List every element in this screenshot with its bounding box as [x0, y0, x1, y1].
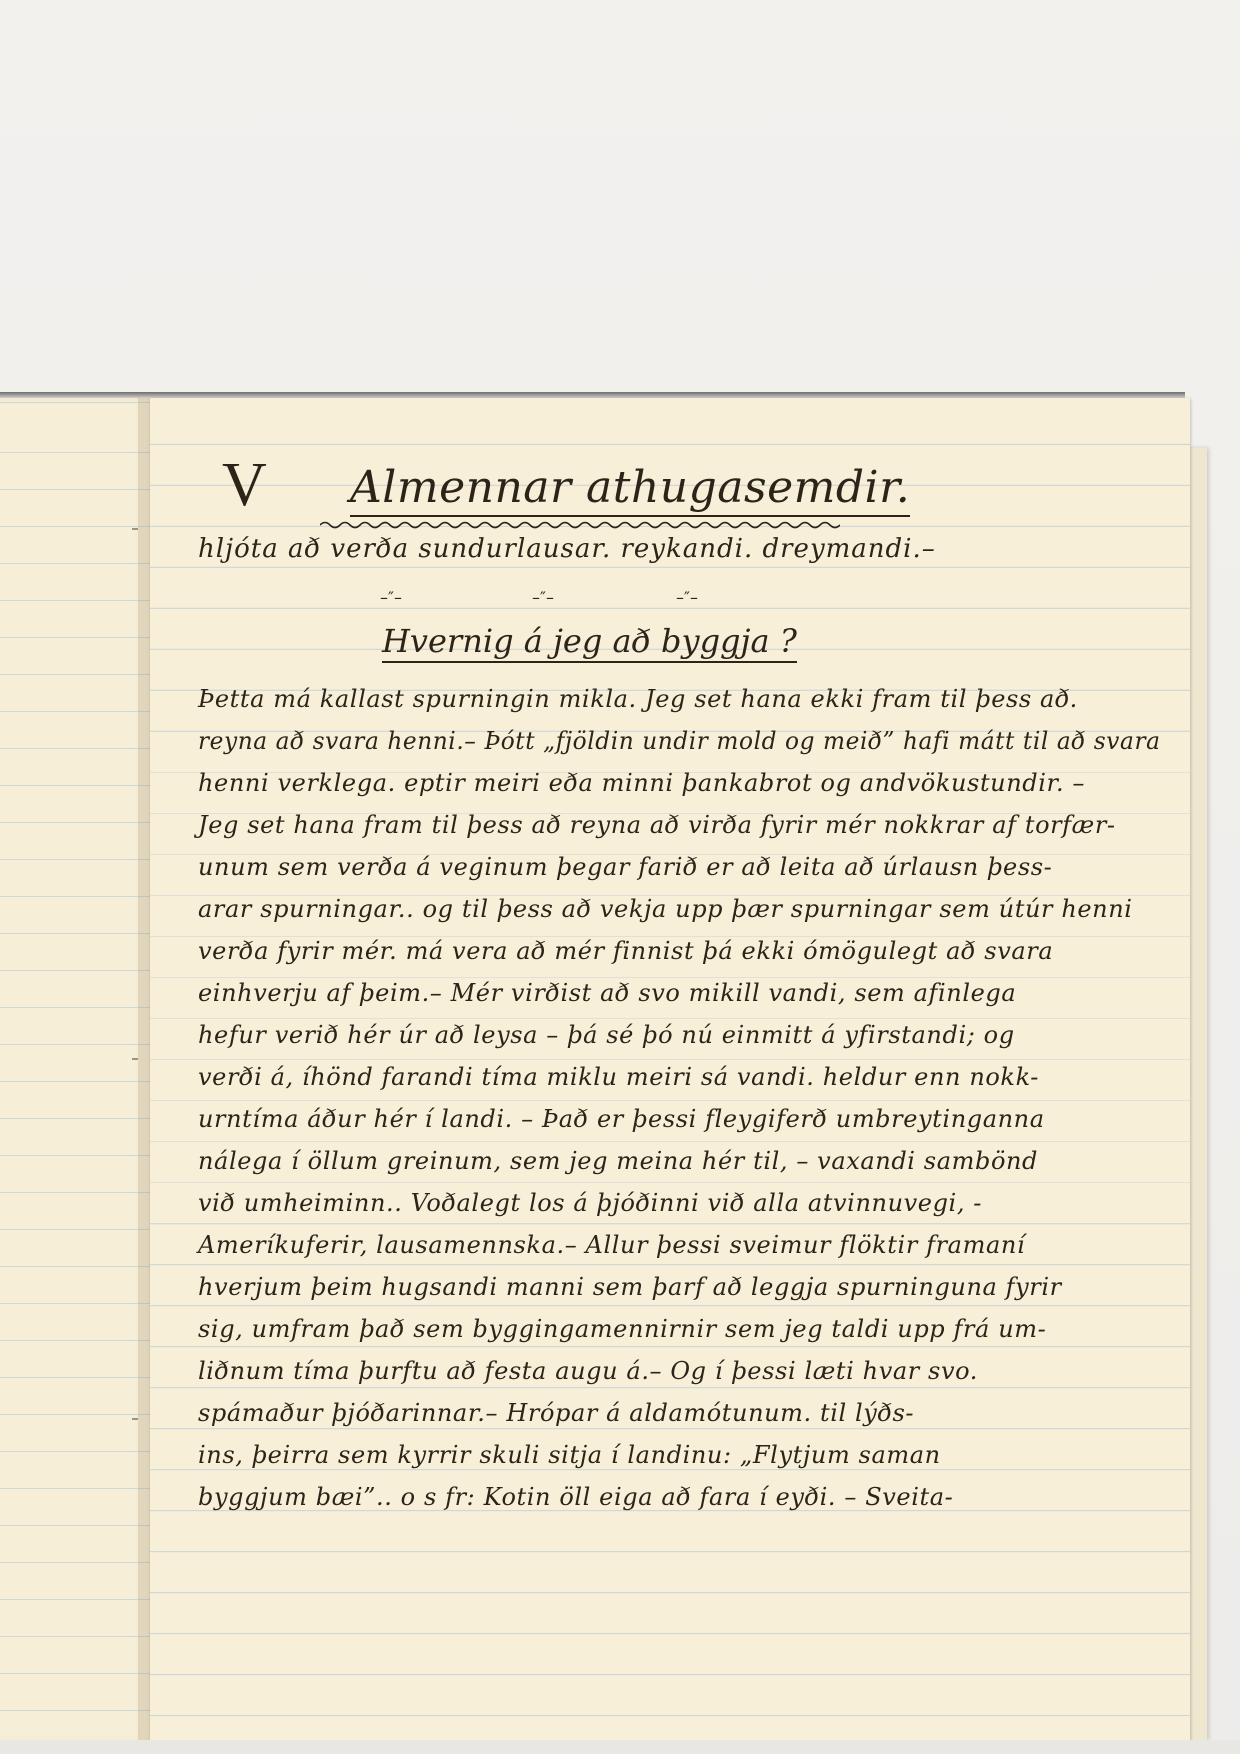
chapter-subtitle: hljóta að verða sundurlausar. reykandi. dreymandi.–	[198, 534, 936, 564]
body-line: Jeg set hana fram til þess að reyna að virða fyrir mér nokkrar af torfær-	[198, 811, 1116, 839]
body-line: urntíma áður hér í landi. – Það er þessi fleygiferð umbreytinganna	[198, 1105, 1045, 1133]
separator-mark: –″–	[380, 588, 402, 607]
body-line: liðnum tíma þurftu að festa augu á.– Og í þessi læti hvar svo.	[198, 1357, 978, 1385]
body-line: hefur verið hér úr að leysa – þá sé þó nú einmitt á yfirstandi; og	[198, 1021, 1015, 1049]
body-line: arar spurningar.. og til þess að vekja upp þær spurningar sem útúr henni	[198, 895, 1133, 923]
body-line: byggjum bæi”.. o s fr: Kotin öll eiga að fara í eyði. – Sveita-	[198, 1483, 954, 1511]
body-line: nálega í öllum greinum, sem jeg meina hér til, – vaxandi sambönd	[198, 1147, 1039, 1175]
body-line: unum sem verða á veginum þegar farið er að leita að úrlausn þess-	[198, 853, 1053, 881]
body-line: henni verklega. eptir meiri eða minni þankabrot og andvökustundir. –	[198, 769, 1086, 797]
body-line: verði á, íhönd farandi tíma miklu meiri sá vandi. heldur enn nokk-	[198, 1063, 1040, 1091]
chapter-numeral: V	[222, 451, 269, 519]
left-notebook-page	[0, 398, 152, 1743]
scan-bottom-edge	[0, 1740, 1240, 1754]
chapter-title: Almennar athugasemdir.	[350, 462, 910, 517]
separator-mark: –″–	[532, 588, 554, 607]
body-line: reyna að svara henni.– Þótt „fjöldin undir mold og meið” hafi mátt til að svara	[198, 727, 1161, 755]
section-heading: Hvernig á jeg að byggja ?	[382, 622, 797, 663]
body-line: hverjum þeim hugsandi manni sem þarf að leggja spurninguna fyrir	[198, 1273, 1062, 1301]
body-line: verða fyrir mér. má vera að mér finnist þá ekki ómögulegt að svara	[198, 937, 1054, 965]
body-line: Ameríkuferir, lausamennska.– Allur þessi sveimur flöktir framaní	[198, 1231, 1026, 1259]
body-line: einhverju af þeim.– Mér virðist að svo mikill vandi, sem afinlega	[198, 979, 1017, 1007]
separator-mark: –″–	[676, 588, 698, 607]
body-line: spámaður þjóðarinnar.– Hrópar á aldamótunum. til lýðs-	[198, 1399, 915, 1427]
body-line: Þetta má kallast spurningin mikla. Jeg set hana ekki fram til þess að.	[198, 685, 1078, 713]
title-wavy-underline	[320, 520, 840, 530]
body-line: sig, umfram það sem byggingamennirnir sem jeg taldi upp frá um-	[198, 1315, 1047, 1343]
body-line: við umheiminn.. Voðalegt los á þjóðinni við alla atvinnuvegi, -	[198, 1189, 982, 1217]
body-line: ins, þeirra sem kyrrir skuli sitja í landinu: „Flytjum saman	[198, 1441, 941, 1469]
